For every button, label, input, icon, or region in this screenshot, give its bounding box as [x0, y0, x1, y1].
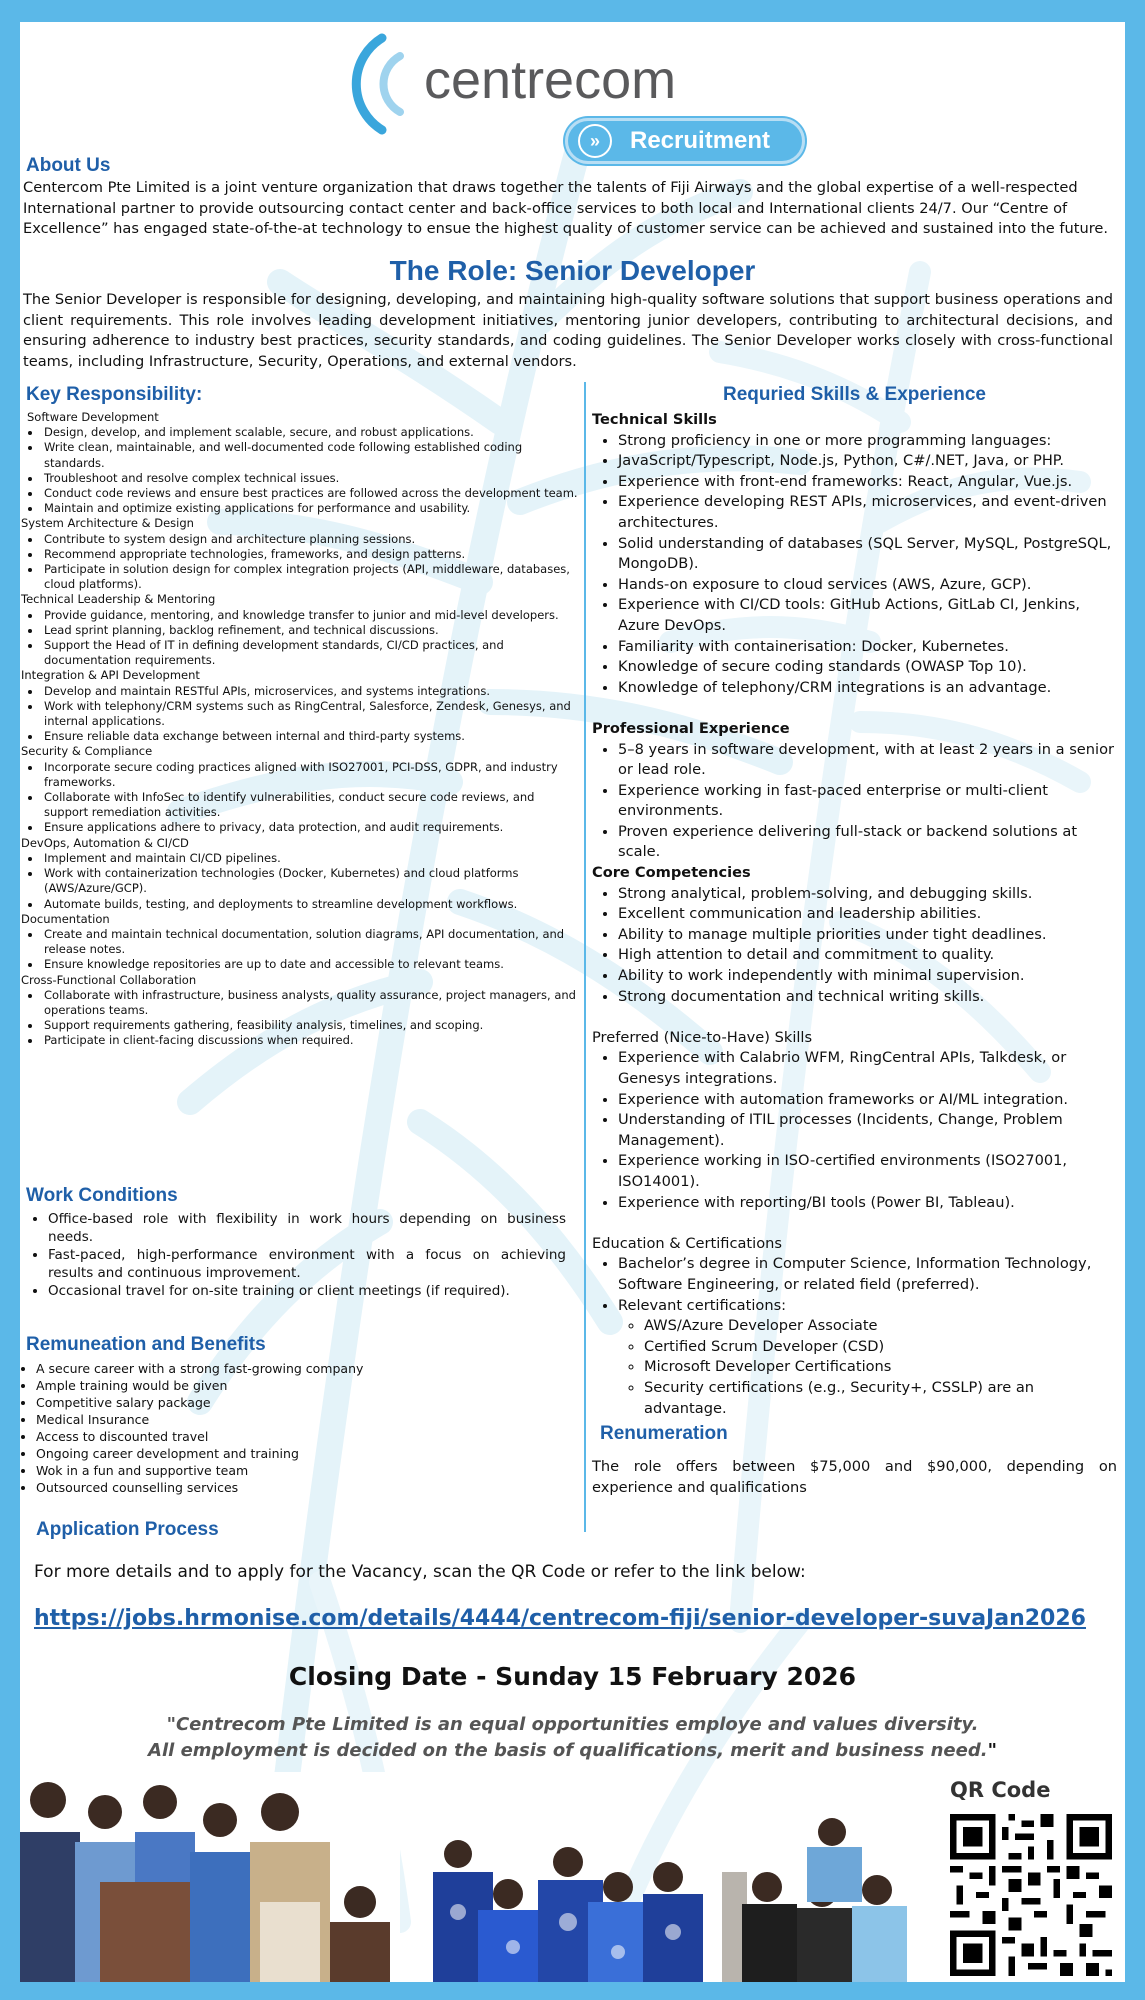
list-item: • Strong documentation and technical writing skills. [618, 987, 1117, 1008]
certifications-list [644, 1316, 1117, 1419]
double-chevron-icon: » [578, 124, 612, 158]
category-heading: Technical Leadership & Mentoring [21, 592, 216, 607]
list-item: • Outsourced counselling services [36, 1479, 566, 1496]
list-item: • Work with telephony/CRM systems such as RingCentral, Salesforce, Zendesk, Genesys, and internal applications. [42, 699, 580, 729]
list-item: • Proven experience delivering full-stack or backend solutions at scale. [618, 822, 1117, 863]
category-list [42, 851, 580, 912]
list-item: • Implement and maintain CI/CD pipelines. [42, 851, 580, 866]
list-item: • Familiarity with containerisation: Docker, Kubernetes. [618, 637, 1117, 658]
benefits-list [36, 1360, 566, 1496]
list-item: • JavaScript/Typescript, Node.js, Python, C#/.NET, Java, or PHP. [618, 451, 1117, 472]
list-item [618, 1296, 1117, 1420]
list-item: ◦ Microsoft Developer Certifications [644, 1357, 1117, 1378]
list-item: • A secure career with a strong fast-growing company [36, 1360, 566, 1377]
list-item: • Incorporate secure coding practices aligned with ISO27001, PCI-DSS, GDPR, and industry frameworks. [42, 760, 580, 790]
application-text: For more details and to apply for the Vacancy, scan the QR Code or refer to the link below: [34, 1562, 806, 1582]
category-heading: Cross-Functional Collaboration [21, 972, 197, 987]
list-item: • Experience developing REST APIs, microservices, and event-driven architectures. [618, 492, 1117, 533]
list-item: • Support requirements gathering, feasibility analysis, timelines, and scoping. [42, 1018, 580, 1033]
diversity-statement [20, 1712, 1125, 1764]
list-item: • 5–8 years in software development, with at least 2 years in a senior or lead role. [618, 740, 1117, 781]
list-item: • Ample training would be given [36, 1377, 566, 1394]
diversity-line-2: All employment is decided on the basis of qualifications, merit and business need. [148, 1740, 988, 1761]
benefits [26, 1334, 566, 1496]
list-item: • Understanding of ITIL processes (Incidents, Change, Problem Management). [618, 1110, 1117, 1151]
list-item: • Knowledge of secure coding standards (OWASP Top 10). [618, 657, 1117, 678]
list-item: • Hands-on exposure to cloud services (AWS, Azure, GCP). [618, 575, 1117, 596]
category-list [42, 684, 580, 745]
role-title: The Role: Senior Developer [389, 255, 756, 286]
list-item: • Ability to work independently with minimal supervision. [618, 966, 1117, 987]
list-item: • Office-based role with flexibility in work hours depending on business needs. [48, 1210, 566, 1246]
preferred-skills-title: Preferred (Nice-to-Have) Skills [592, 1028, 813, 1046]
skills-heading: Requried Skills & Experience [723, 384, 986, 405]
key-responsibilities [20, 384, 580, 1049]
list-item: • Write clean, maintainable, and well-documented code following established coding standards. [42, 440, 580, 470]
preferred-skills-list [618, 1048, 1117, 1213]
list-item: • Ensure applications adhere to privacy, data protection, and audit requirements. [42, 820, 580, 835]
list-item: • Fast-paced, high-performance environment with a focus on achieving results and continuous improvement. [48, 1246, 566, 1282]
list-item: • Strong proficiency in one or more programming languages: [618, 431, 1117, 452]
category-heading: DevOps, Automation & CI/CD [21, 835, 189, 850]
list-item: • Contribute to system design and architecture planning sessions. [42, 532, 580, 547]
education-title: Education & Certifications [592, 1234, 782, 1252]
category-list [42, 532, 580, 593]
list-item: • Wok in a fun and supportive team [36, 1462, 566, 1479]
list-item: ◦ Security certifications (e.g., Security+, CSSLP) are an advantage. [644, 1378, 1117, 1419]
list-item: • Collaborate with InfoSec to identify vulnerabilities, conduct secure code reviews, and support remediation activities. [42, 790, 580, 820]
application-heading: Application Process [36, 1519, 219, 1540]
list-item: • Lead sprint planning, backlog refinement, and technical discussions. [42, 623, 580, 638]
category-list [42, 760, 580, 836]
certifications-label: Relevant certifications: [618, 1296, 787, 1314]
list-item: • Develop and maintain RESTful APIs, microservices, and systems integrations. [42, 684, 580, 699]
list-item: • Support the Head of IT in defining development standards, CI/CD practices, and documentation requirements. [42, 638, 580, 668]
column-divider [584, 382, 586, 1532]
staff-photo-group-1 [20, 1772, 400, 1982]
closing-quote-mark: " [987, 1740, 997, 1761]
list-item: • Create and maintain technical documentation, solution diagrams, API documentation, and release notes. [42, 927, 580, 957]
benefits-heading: Remuneation and Benefits [26, 1334, 266, 1355]
staff-photo-group-2 [418, 1832, 723, 1982]
poster [20, 22, 1125, 1982]
professional-experience-title: Professional Experience [592, 719, 790, 737]
category-heading: Integration & API Development [21, 668, 200, 683]
list-item: • Bachelor’s degree in Computer Science, Information Technology, Software Engineering, or related field (preferred). [618, 1254, 1117, 1295]
category-heading: Documentation [21, 911, 110, 926]
list-item: • Provide guidance, mentoring, and knowledge transfer to junior and mid-level developers. [42, 608, 580, 623]
recruitment-label: Recruitment [630, 127, 771, 154]
work-conditions-heading: Work Conditions [26, 1185, 178, 1206]
qr-code-label: QR Code [950, 1778, 1051, 1802]
list-item: • Medical Insurance [36, 1411, 566, 1428]
list-item: • Participate in client-facing discussions when required. [42, 1033, 580, 1048]
list-item: • Participate in solution design for complex integration projects (API, middleware, databases, cloud platforms). [42, 562, 580, 592]
list-item: • Experience with CI/CD tools: GitHub Actions, GitLab CI, Jenkins, Azure DevOps. [618, 595, 1117, 636]
about-heading: About Us [26, 155, 111, 176]
list-item: • Troubleshoot and resolve complex technical issues. [42, 471, 580, 486]
list-item: • Excellent communication and leadership abilities. [618, 904, 1117, 925]
category-list [42, 608, 580, 669]
list-item: ◦ Certified Scrum Developer (CSD) [644, 1337, 1117, 1358]
list-item: • Work with containerization technologies (Docker, Kubernetes) and cloud platforms (AWS/Azure/GCP). [42, 866, 580, 896]
category-heading: Security & Compliance [21, 744, 153, 759]
role-text: The Senior Developer is responsible for designing, developing, and maintaining high-quality software solutions that support business operations and client requirements. This role involves leading development initiatives, mentoring junior developers, contributing to architectural decisions, and ensuring adherence to industry best practices, security standards, and coding guidelines. The Senior Developer works closely with cross-functional teams, including Infrastructure, Security, Operations, and external vendors. [23, 291, 1113, 370]
list-item: • Access to discounted travel [36, 1428, 566, 1445]
svg-text:centrecom: centrecom [424, 50, 677, 110]
list-item: • Conduct code reviews and ensure best practices are followed across the development team. [42, 486, 580, 501]
application-link[interactable]: https://jobs.hrmonise.com/details/4444/centrecom-fiji/senior-developer-suvaJan2026 [34, 1606, 1086, 1631]
staff-photo-group-3 [722, 1812, 932, 1982]
renumeration-text: The role offers between $75,000 and $90,000, depending on experience and qualifications [592, 1458, 1117, 1496]
closing-date: Closing Date - Sunday 15 February 2026 [288, 1662, 857, 1691]
education-list [618, 1254, 1117, 1419]
list-item: • Experience with automation frameworks or AI/ML integration. [618, 1090, 1117, 1111]
about-text: Centercom Pte Limited is a joint venture organization that draws together the talents of Fiji Airways and the global expertise of a well-respected International partner to provide outsourcing contact center and back-office services to both local and International clients 24/7. Our “Centre of Excellence” has engaged state-of-the-at technology to ensue the highest quality of customer service can be achieved and sustained into the future. [23, 179, 1109, 237]
qr-code[interactable] [950, 1814, 1112, 1976]
work-conditions [26, 1185, 566, 1300]
core-competencies-title: Core Competencies [592, 864, 751, 882]
work-conditions-list [48, 1210, 566, 1300]
list-item: • Experience with Calabrio WFM, RingCentral APIs, Talkdesk, or Genesys integrations. [618, 1048, 1117, 1089]
list-item: • High attention to detail and commitment to quality. [618, 945, 1117, 966]
list-item: • Strong analytical, problem-solving, and debugging skills. [618, 884, 1117, 905]
technical-skills-list [618, 431, 1117, 699]
key-responsibility-heading: Key Responsibility: [26, 384, 203, 405]
list-item: • Competitive salary package [36, 1394, 566, 1411]
technical-skills-title: Technical Skills [592, 411, 717, 428]
list-item: • Ongoing career development and training [36, 1445, 566, 1462]
list-item: • Knowledge of telephony/CRM integrations is an advantage. [618, 678, 1117, 699]
core-competencies-list [618, 884, 1117, 1008]
list-item: • Recommend appropriate technologies, frameworks, and design patterns. [42, 547, 580, 562]
list-item: • Experience working in fast-paced enterprise or multi-client environments. [618, 781, 1117, 822]
list-item: ◦ AWS/Azure Developer Associate [644, 1316, 1117, 1337]
diversity-line-1: "Centrecom Pte Limited is an equal opportunities employe and values diversity. [166, 1714, 979, 1735]
required-skills [592, 384, 1117, 1498]
list-item: • Collaborate with infrastructure, business analysts, quality assurance, project managers, and operations teams. [42, 988, 580, 1018]
list-item: • Ensure knowledge repositories are up to date and accessible to relevant teams. [42, 957, 580, 972]
list-item: • Automate builds, testing, and deployments to streamline development workflows. [42, 897, 580, 912]
list-item: • Experience with reporting/BI tools (Power BI, Tableau). [618, 1193, 1117, 1214]
list-item: • Maintain and optimize existing applications for performance and usability. [42, 501, 580, 516]
category-list [42, 988, 580, 1049]
category-list [42, 927, 580, 973]
list-item: • Occasional travel for on-site training or client meetings (if required). [48, 1282, 566, 1300]
list-item: • Experience working in ISO-certified environments (ISO27001, ISO14001). [618, 1151, 1117, 1192]
renumeration-heading: Renumeration [600, 1423, 728, 1445]
list-item: • Ensure reliable data exchange between internal and third-party systems. [42, 729, 580, 744]
recruitment-badge [565, 118, 805, 164]
list-item: • Ability to manage multiple priorities under tight deadlines. [618, 925, 1117, 946]
list-item: • Experience with front-end frameworks: React, Angular, Vue.js. [618, 472, 1117, 493]
category-heading: Software Development [27, 410, 159, 424]
category-heading: System Architecture & Design [21, 516, 194, 531]
list-item: • Solid understanding of databases (SQL Server, MySQL, PostgreSQL, MongoDB). [618, 534, 1117, 575]
category-list [42, 425, 580, 516]
list-item: • Design, develop, and implement scalable, secure, and robust applications. [42, 425, 580, 440]
professional-experience-list [618, 740, 1117, 864]
